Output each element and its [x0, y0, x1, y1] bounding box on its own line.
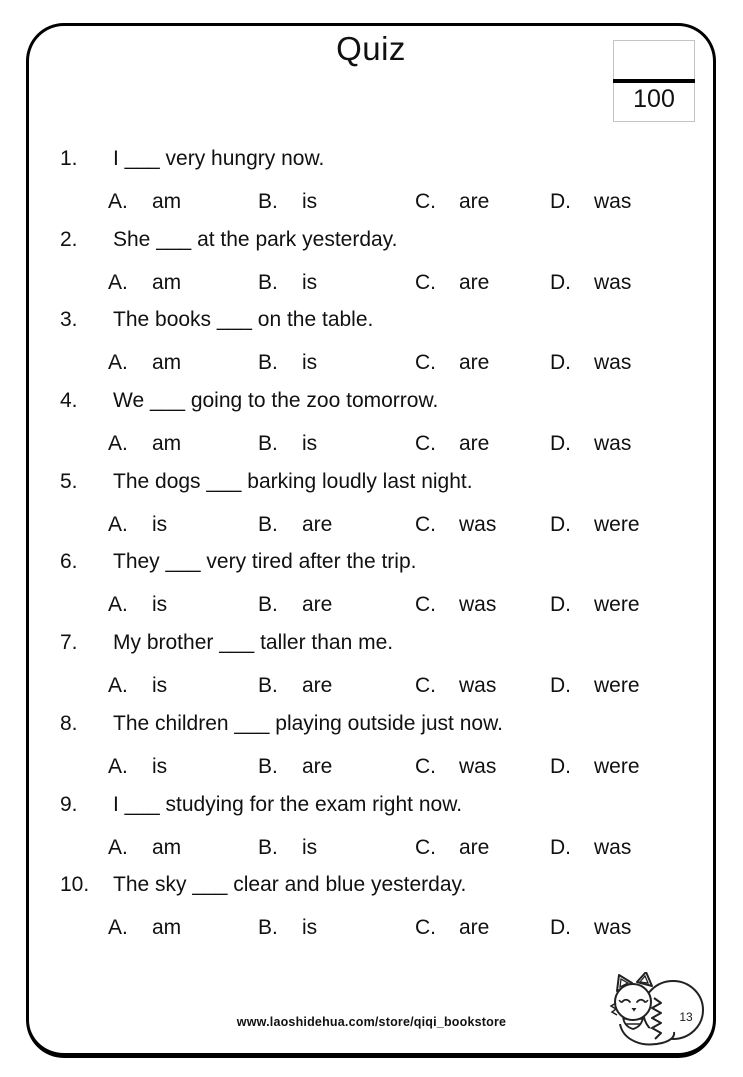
question-number: 8.	[60, 711, 78, 735]
option-letter: C.	[415, 351, 436, 375]
option-a	[108, 190, 181, 214]
option-d	[550, 674, 640, 698]
option-value: are	[459, 270, 490, 294]
option-letter: A.	[108, 593, 128, 617]
option-row	[0, 836, 743, 864]
option-letter: B.	[258, 512, 278, 536]
option-value: am	[152, 916, 182, 940]
option-value: were	[594, 512, 640, 536]
option-c	[415, 836, 489, 860]
option-letter: C.	[415, 754, 436, 778]
option-letter: A.	[108, 916, 128, 940]
option-value: are	[302, 674, 333, 698]
score-box	[613, 40, 695, 122]
option-row	[0, 916, 743, 944]
option-value: is	[302, 835, 318, 859]
question-text: She ___ at the park yesterday.	[113, 227, 398, 251]
page-title: Quiz	[336, 30, 406, 67]
option-letter: D.	[550, 351, 571, 375]
option-value: were	[594, 674, 640, 698]
option-letter: D.	[550, 432, 571, 456]
option-c	[415, 513, 496, 537]
question-item	[0, 470, 743, 551]
option-a	[108, 432, 181, 456]
option-d	[550, 916, 631, 940]
score-divider	[613, 79, 695, 83]
option-value: am	[152, 270, 182, 294]
option-a	[108, 755, 167, 779]
option-letter: A.	[108, 835, 128, 859]
option-value: am	[152, 351, 182, 375]
option-letter: A.	[108, 270, 128, 294]
option-value: am	[152, 835, 182, 859]
option-b	[258, 190, 317, 214]
option-b	[258, 836, 317, 860]
question-number: 10.	[60, 873, 90, 897]
option-a	[108, 351, 181, 375]
question-number: 3.	[60, 308, 78, 332]
option-value: was	[459, 512, 497, 536]
option-letter: B.	[258, 674, 278, 698]
option-letter: D.	[550, 190, 571, 213]
option-value: was	[459, 674, 497, 698]
question-item	[0, 147, 743, 228]
option-a	[108, 916, 181, 940]
option-b	[258, 755, 332, 779]
question-number: 2.	[60, 227, 78, 251]
option-value: were	[594, 754, 640, 778]
option-letter: C.	[415, 512, 436, 536]
option-letter: D.	[550, 512, 571, 536]
page-number-badge: 13	[679, 1010, 693, 1024]
option-value: was	[594, 190, 632, 213]
question-text: The dogs ___ barking loudly last night.	[113, 469, 473, 493]
option-letter: D.	[550, 754, 571, 778]
option-value: is	[152, 512, 168, 536]
option-a	[108, 513, 167, 537]
option-letter: B.	[258, 270, 278, 294]
question-text: I ___ very hungry now.	[113, 147, 325, 170]
option-value: are	[302, 754, 333, 778]
option-value: is	[302, 190, 318, 213]
option-letter: B.	[258, 351, 278, 375]
option-a	[108, 271, 181, 295]
option-letter: C.	[415, 916, 436, 940]
option-value: are	[459, 351, 490, 375]
option-letter: A.	[108, 674, 128, 698]
question-text: The books ___ on the table.	[113, 308, 374, 332]
option-c	[415, 271, 489, 295]
option-value: is	[302, 916, 318, 940]
question-item	[0, 389, 743, 470]
option-row	[0, 190, 743, 218]
option-value: is	[152, 593, 168, 617]
option-c	[415, 190, 489, 214]
option-value: was	[594, 270, 632, 294]
question-number: 9.	[60, 792, 78, 816]
option-letter: A.	[108, 512, 128, 536]
option-row	[0, 755, 743, 783]
question-item	[0, 873, 743, 954]
question-item	[0, 631, 743, 712]
option-value: was	[594, 351, 632, 375]
option-d	[550, 755, 640, 779]
option-d	[550, 190, 631, 214]
option-d	[550, 593, 640, 617]
option-letter: C.	[415, 835, 436, 859]
question-item	[0, 793, 743, 874]
option-value: are	[459, 432, 490, 456]
option-letter: D.	[550, 593, 571, 617]
question-text: They ___ very tired after the trip.	[113, 550, 417, 574]
question-number: 1.	[60, 147, 78, 170]
question-text: I ___ studying for the exam right now.	[113, 792, 463, 816]
option-c	[415, 674, 496, 698]
option-letter: D.	[550, 674, 571, 698]
option-value: were	[594, 593, 640, 617]
option-b	[258, 916, 317, 940]
option-value: is	[302, 351, 318, 375]
option-value: was	[594, 835, 632, 859]
option-row	[0, 271, 743, 299]
question-text: The sky ___ clear and blue yesterday.	[113, 873, 467, 897]
option-value: are	[459, 190, 490, 213]
option-value: are	[459, 835, 490, 859]
option-letter: A.	[108, 754, 128, 778]
option-letter: B.	[258, 754, 278, 778]
option-letter: A.	[108, 351, 128, 375]
question-number: 6.	[60, 550, 78, 574]
option-letter: C.	[415, 674, 436, 698]
option-letter: A.	[108, 190, 128, 213]
option-value: is	[152, 754, 168, 778]
option-row	[0, 351, 743, 379]
question-item	[0, 308, 743, 389]
footer-url: www.laoshidehua.com/store/qiqi_bookstore	[236, 1015, 507, 1029]
question-number: 4.	[60, 389, 78, 413]
option-d	[550, 513, 640, 537]
question-item	[0, 228, 743, 309]
question-list	[0, 147, 743, 954]
option-value: is	[302, 432, 318, 456]
score-max-value: 100	[633, 85, 675, 113]
option-c	[415, 432, 489, 456]
option-letter: B.	[258, 916, 278, 940]
option-value: was	[594, 432, 632, 456]
question-item	[0, 550, 743, 631]
option-value: is	[152, 674, 168, 698]
option-d	[550, 271, 631, 295]
option-letter: C.	[415, 190, 436, 213]
question-number: 5.	[60, 469, 78, 493]
question-item	[0, 712, 743, 793]
option-a	[108, 836, 181, 860]
option-b	[258, 593, 332, 617]
option-row	[0, 593, 743, 621]
option-value: was	[594, 916, 632, 940]
question-text: We ___ going to the zoo tomorrow.	[113, 389, 439, 413]
option-b	[258, 271, 317, 295]
option-c	[415, 755, 496, 779]
option-c	[415, 351, 489, 375]
option-value: are	[459, 916, 490, 940]
option-letter: B.	[258, 835, 278, 859]
option-value: am	[152, 190, 182, 213]
option-letter: B.	[258, 432, 278, 456]
option-b	[258, 432, 317, 456]
question-text: The children ___ playing outside just now.	[113, 711, 503, 735]
question-text: My brother ___ taller than me.	[113, 631, 394, 655]
option-letter: B.	[258, 593, 278, 617]
option-b	[258, 513, 332, 537]
option-value: was	[459, 593, 497, 617]
option-a	[108, 674, 167, 698]
option-letter: D.	[550, 835, 571, 859]
option-row	[0, 674, 743, 702]
option-value: are	[302, 512, 333, 536]
option-letter: D.	[550, 270, 571, 294]
option-letter: B.	[258, 190, 278, 213]
option-row	[0, 432, 743, 460]
option-value: are	[302, 593, 333, 617]
option-letter: D.	[550, 916, 571, 940]
option-letter: A.	[108, 432, 128, 456]
option-d	[550, 836, 631, 860]
option-letter: C.	[415, 593, 436, 617]
option-b	[258, 351, 317, 375]
option-c	[415, 916, 489, 940]
option-d	[550, 432, 631, 456]
question-number: 7.	[60, 631, 78, 655]
option-letter: C.	[415, 270, 436, 294]
option-b	[258, 674, 332, 698]
option-value: is	[302, 270, 318, 294]
option-letter: C.	[415, 432, 436, 456]
option-value: was	[459, 754, 497, 778]
option-a	[108, 593, 167, 617]
option-value: am	[152, 432, 182, 456]
option-d	[550, 351, 631, 375]
option-c	[415, 593, 496, 617]
option-row	[0, 513, 743, 541]
